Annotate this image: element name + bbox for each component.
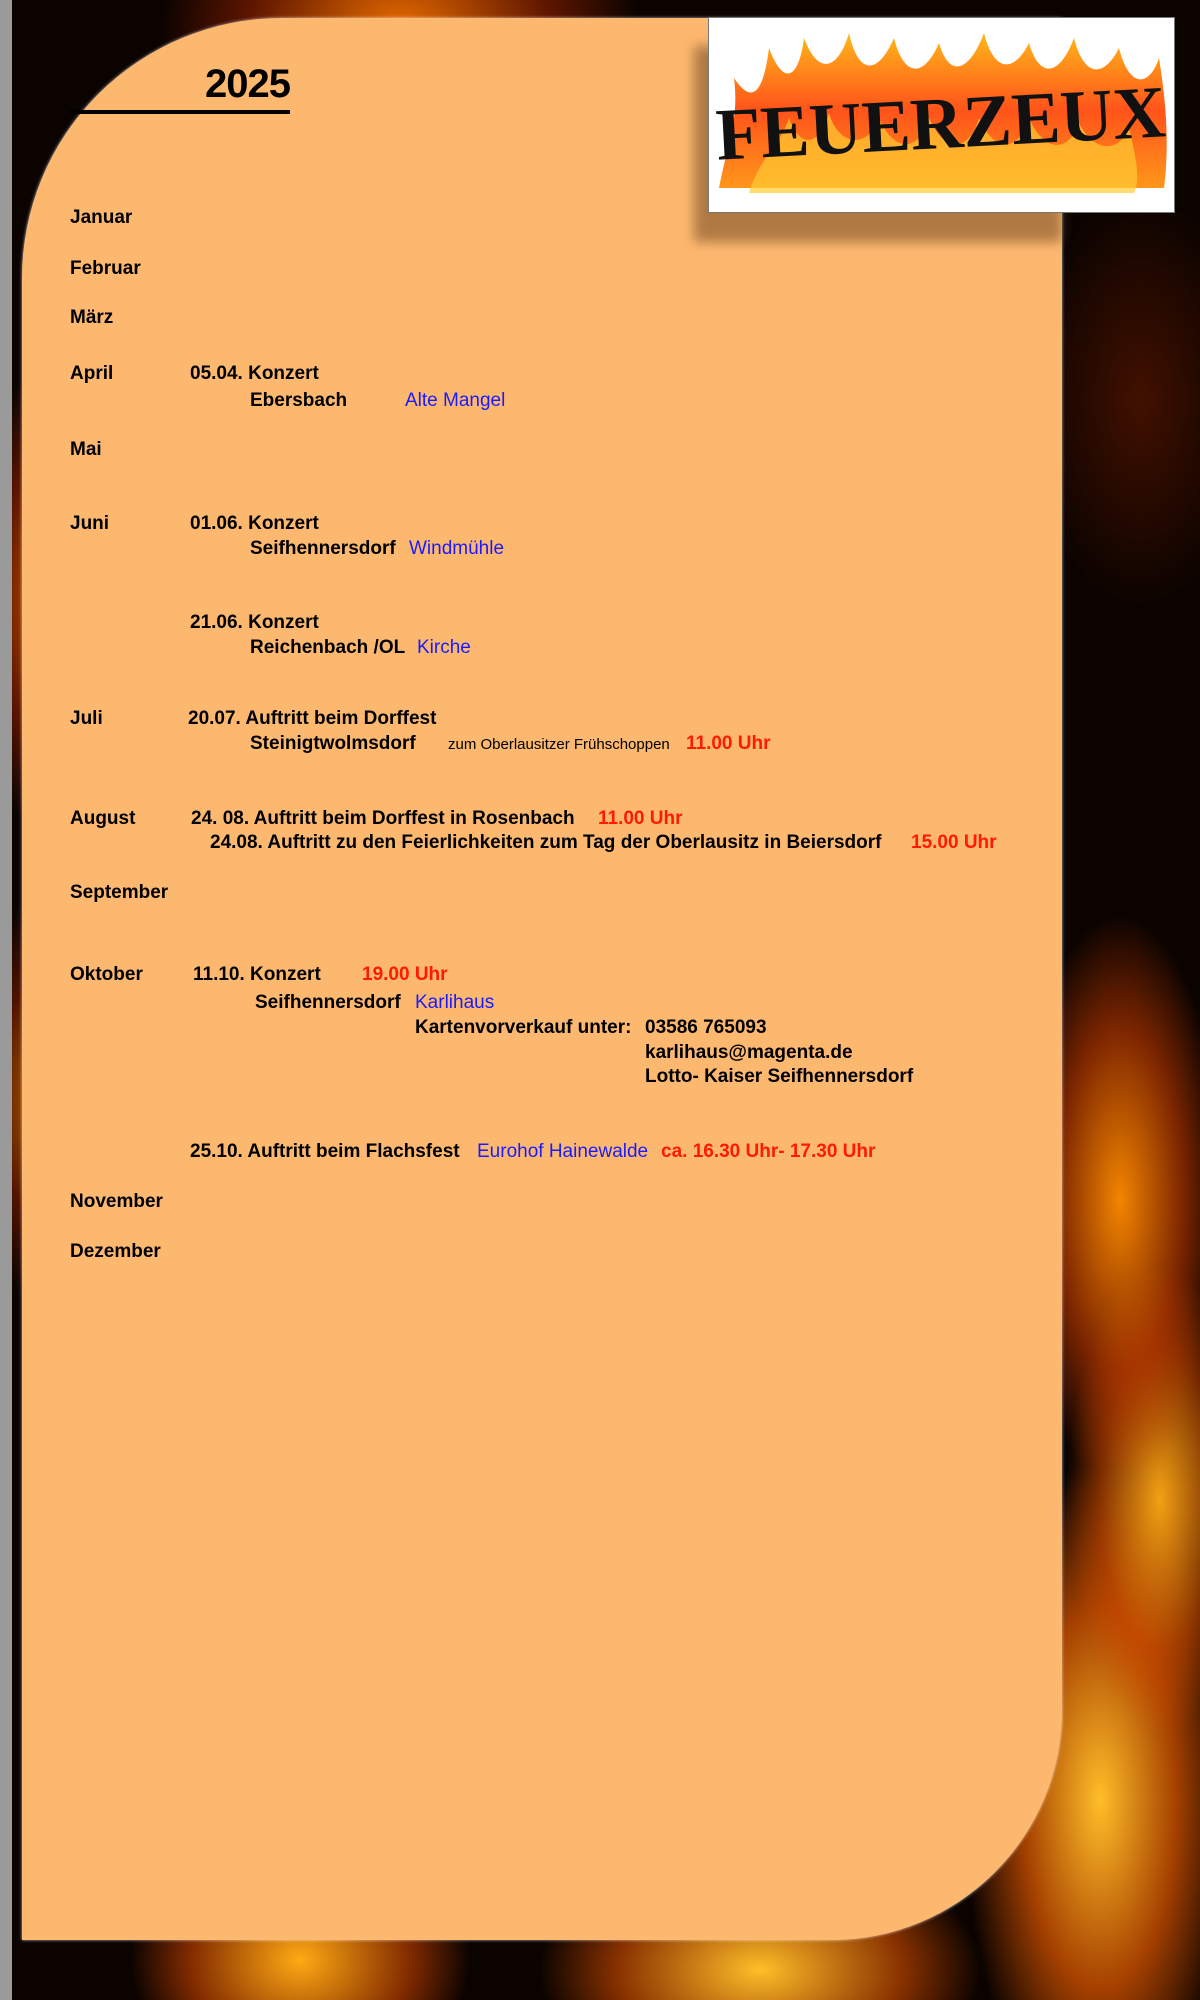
month-februar: Februar: [70, 258, 141, 279]
event-juni1-title: 01.06. Konzert: [190, 513, 319, 534]
event-juni1-place: Seifhennersdorf: [250, 538, 396, 559]
event-juli-place: Steinigtwolmsdorf: [250, 733, 416, 754]
feuerzeux-logo: [708, 17, 1175, 213]
event-august2-text: 24.08. Auftritt zu den Feierlichkeiten zum Tag der Oberlausitz in Beiersdorf: [210, 832, 882, 853]
event-oktober1-place: Seifhennersdorf: [255, 992, 401, 1013]
month-april: April: [70, 363, 114, 384]
event-april-place: Ebersbach: [250, 390, 348, 411]
month-mai: Mai: [70, 439, 102, 460]
event-juli-time: 11.00 Uhr: [686, 733, 771, 754]
presale-phone: 03586 765093: [645, 1017, 767, 1038]
month-juli: Juli: [70, 708, 103, 729]
event-oktober1-venue: Karlihaus: [415, 992, 495, 1013]
event-oktober2-venue: Eurohof Hainewalde: [477, 1141, 649, 1162]
schedule-panel: [22, 18, 1062, 1940]
month-juni: Juni: [70, 513, 110, 534]
event-oktober1-time: 19.00 Uhr: [362, 964, 448, 985]
month-maerz: März: [70, 307, 114, 328]
event-juni2-venue: Kirche: [417, 637, 471, 658]
event-april-title: 05.04. Konzert: [190, 363, 319, 384]
presale-shop: Lotto- Kaiser Seifhennersdorf: [645, 1066, 914, 1087]
event-juli-note: zum Oberlausitzer Frühschoppen: [448, 736, 670, 753]
year-heading: [70, 62, 290, 114]
month-september: September: [70, 882, 169, 903]
event-oktober1-title: 11.10. Konzert: [193, 964, 321, 985]
event-oktober2-text: 25.10. Auftritt beim Flachsfest: [190, 1141, 460, 1162]
event-august1-time: 11.00 Uhr: [598, 808, 683, 829]
month-januar: Januar: [70, 207, 133, 228]
logo-text: FEUERZEUX: [713, 70, 1174, 177]
left-edge-bar: [0, 0, 12, 2000]
event-august2-time: 15.00 Uhr: [911, 832, 997, 853]
event-april-venue: Alte Mangel: [405, 390, 506, 411]
event-juli-title: 20.07. Auftritt beim Dorffest: [188, 708, 437, 729]
event-juni2-place: Reichenbach /OL: [250, 637, 406, 658]
presale-label: Kartenvorverkauf unter:: [415, 1017, 632, 1038]
event-august1-text: 24. 08. Auftritt beim Dorffest in Rosenbach: [191, 808, 575, 829]
presale-email: karlihaus@magenta.de: [645, 1042, 853, 1063]
event-oktober2-time: ca. 16.30 Uhr- 17.30 Uhr: [661, 1141, 876, 1162]
month-dezember: Dezember: [70, 1241, 161, 1262]
flame-logo-graphic: [709, 18, 1174, 212]
event-juni2-title: 21.06. Konzert: [190, 612, 319, 633]
month-november: November: [70, 1191, 163, 1212]
event-juni1-venue: Windmühle: [409, 538, 505, 559]
month-oktober: Oktober: [70, 964, 143, 985]
month-august: August: [70, 808, 136, 829]
year-label: 2025: [205, 62, 290, 106]
